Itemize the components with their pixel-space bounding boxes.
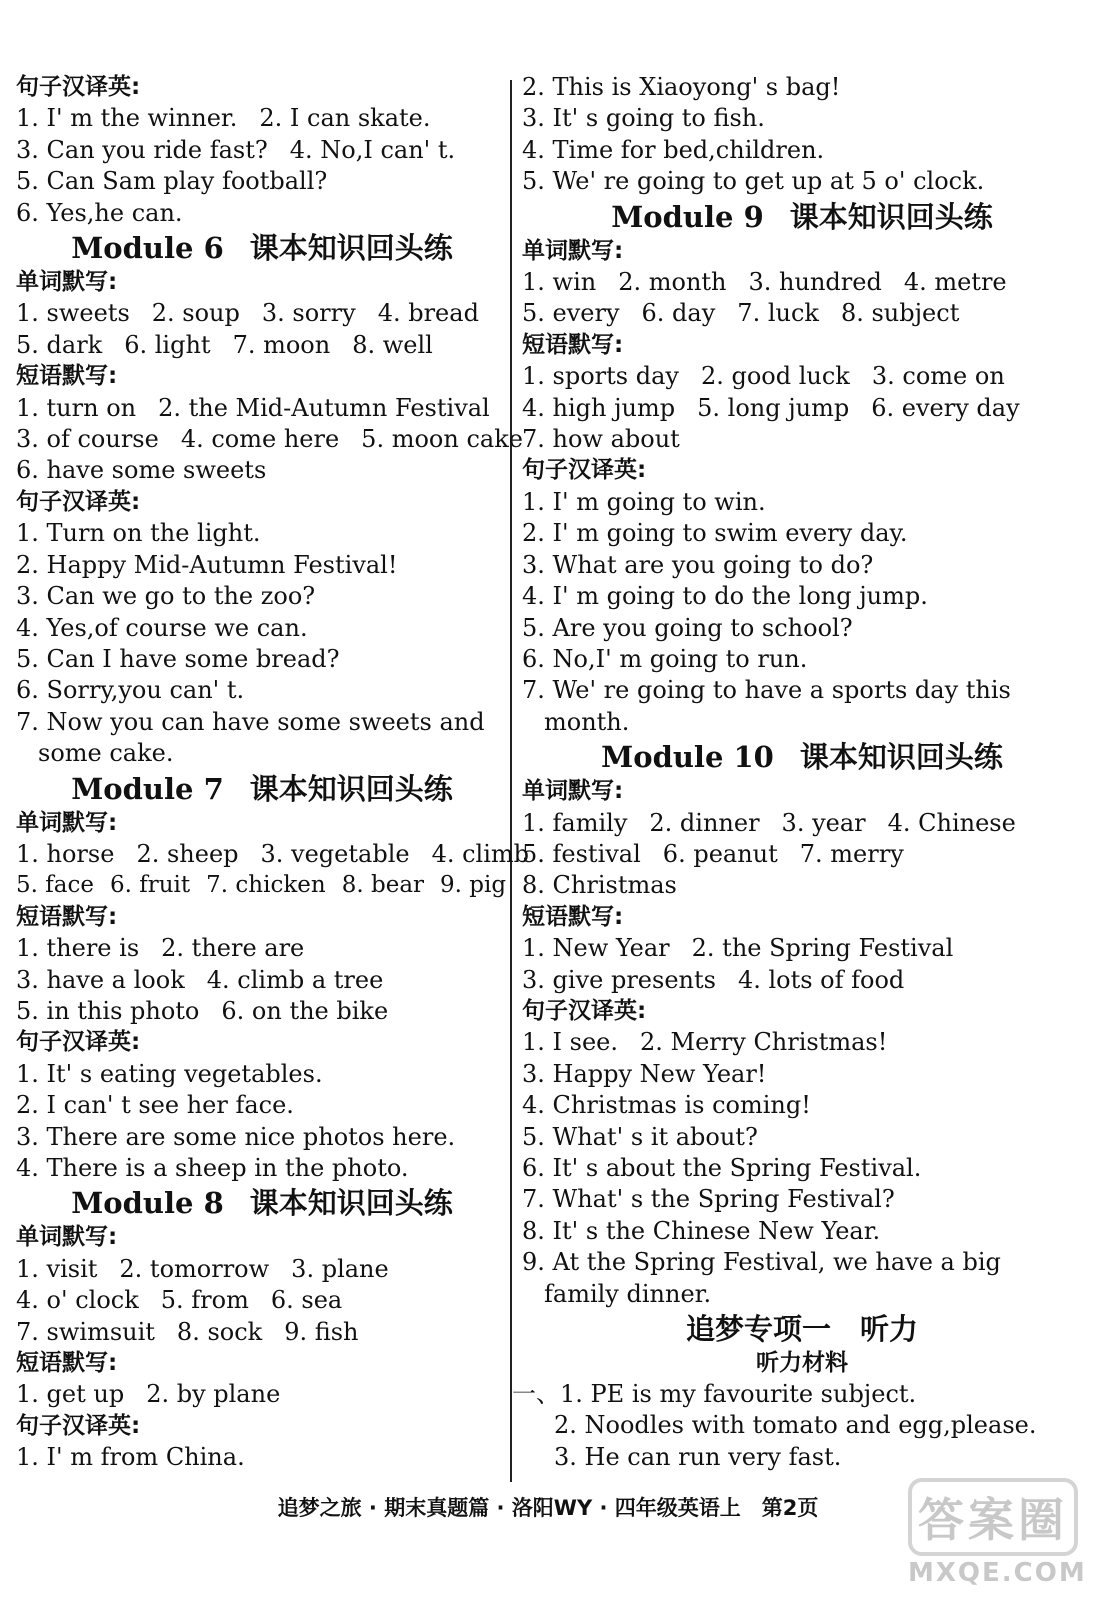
answer-line: 5. What' s it about? xyxy=(522,1122,758,1151)
answer-item: 6. light xyxy=(124,330,211,359)
answer-item: 5. long jump xyxy=(697,393,850,422)
answer-item: 8. bear xyxy=(341,872,425,899)
answer-line: 6. No,I' m going to run. xyxy=(522,644,808,673)
column-divider xyxy=(510,80,512,1482)
answer-item: 4. high jump xyxy=(522,393,676,422)
answer-item: 3. Can you ride fast? xyxy=(16,135,268,164)
section-label: 句子汉译英: xyxy=(16,1029,141,1056)
answer-line xyxy=(16,1317,508,1348)
section-label: 句子汉译英: xyxy=(522,997,647,1024)
answer-line: 6. It' s about the Spring Festival. xyxy=(522,1154,922,1182)
module-subtitle: 课本知识回头练 xyxy=(789,199,993,234)
answer-line: 2. This is Xiaoyong' s bag! xyxy=(522,73,841,101)
answer-item: 8. well xyxy=(352,330,433,359)
answer-item: 1. horse xyxy=(16,839,115,868)
answer-item: 2. month xyxy=(618,268,727,297)
answer-line xyxy=(16,393,508,424)
answer-item: 4. No,I can' t. xyxy=(289,135,456,164)
answer-item: 3. give presents xyxy=(522,965,716,994)
module-7-heading xyxy=(16,771,508,807)
answer-item: 2. soup xyxy=(151,299,240,328)
answer-item: 3. hundred xyxy=(748,268,882,297)
answer-item: 4. climb xyxy=(431,839,530,868)
answer-item: 6. day xyxy=(641,299,716,328)
answer-item: 2. Merry Christmas! xyxy=(640,1028,888,1057)
answer-line: 3. It' s going to fish. xyxy=(522,104,765,133)
module-title: Module 6 xyxy=(71,231,224,266)
answer-line: 2. I can' t see her face. xyxy=(16,1091,294,1120)
section-label: 单词默写: xyxy=(522,237,624,264)
answer-line: 4. I' m going to do the long jump. xyxy=(522,582,928,611)
answer-item: 4. metre xyxy=(903,268,1007,297)
answer-item: 7. merry xyxy=(799,839,904,868)
answer-line: 4. There is a sheep in the photo. xyxy=(16,1154,409,1182)
answer-line xyxy=(16,1254,508,1285)
module-10-heading xyxy=(522,739,1082,775)
answer-item: 7. moon xyxy=(232,330,331,359)
module-title: Module 10 xyxy=(601,740,774,775)
answer-line xyxy=(522,933,1082,964)
answer-line xyxy=(16,424,523,455)
answer-item: 1. get up xyxy=(16,1380,125,1409)
answer-item: 3. of course xyxy=(16,425,159,454)
answer-line xyxy=(16,135,508,166)
answer-line: month. xyxy=(544,707,630,736)
answer-item: 5. moon cake xyxy=(361,425,523,454)
answer-line xyxy=(16,1379,508,1410)
module-subtitle: 课本知识回头练 xyxy=(249,771,453,806)
answer-line: 4. Christmas is coming! xyxy=(522,1091,811,1120)
answer-item: 2. I can skate. xyxy=(259,104,431,133)
left-column xyxy=(16,72,530,1474)
answer-line: 4. Yes,of course we can. xyxy=(16,613,308,642)
answer-item: 5. every xyxy=(522,299,620,328)
answer-item: 3. year xyxy=(781,808,866,837)
section-label: 短语默写: xyxy=(16,903,118,930)
section-label: 单词默写: xyxy=(16,809,118,836)
section-label: 句子汉译英: xyxy=(16,1412,141,1439)
section-label: 单词默写: xyxy=(16,269,118,296)
answer-line: 1. I' m from China. xyxy=(16,1443,245,1472)
section-label: 短语默写: xyxy=(16,1350,118,1377)
answer-item: 2. by plane xyxy=(146,1380,281,1409)
answer-item: 1. family xyxy=(522,808,628,837)
answer-line xyxy=(16,933,508,964)
watermark-url: MXQE.COM xyxy=(908,1558,1087,1588)
section-label: 句子汉译英: xyxy=(16,488,141,515)
answer-item: 1. sweets xyxy=(16,299,130,328)
answer-line xyxy=(522,393,1082,424)
answer-item: 1. turn on xyxy=(16,393,137,422)
answer-item: 7. chicken xyxy=(206,872,326,899)
answer-item: 4. bread xyxy=(377,299,479,328)
section-label: 短语默写: xyxy=(522,903,624,930)
answer-item: 3. come on xyxy=(871,362,1005,391)
answer-item: 6. sea xyxy=(270,1286,343,1315)
answer-line: 5. Can Sam play football? xyxy=(16,167,328,196)
answer-line: 8. It' s the Chinese New Year. xyxy=(522,1216,881,1245)
answer-line xyxy=(16,330,508,361)
answer-line: 6. Yes,he can. xyxy=(16,198,183,227)
answer-item: 5. face xyxy=(16,872,94,899)
answer-item: 2. the Spring Festival xyxy=(691,934,954,963)
answer-line: 5. Are you going to school? xyxy=(522,613,853,642)
section-label: 单词默写: xyxy=(16,1224,118,1251)
answer-item: 3. vegetable xyxy=(260,839,410,868)
answer-item: 6. fruit xyxy=(109,872,191,899)
answer-line xyxy=(522,1027,1082,1058)
answer-item: 5. from xyxy=(160,1286,249,1315)
answer-item: 4. come here xyxy=(180,425,340,454)
answer-item: 2. sheep xyxy=(136,839,239,868)
answer-line: 7. What' s the Spring Festival? xyxy=(522,1185,895,1214)
answer-line: 4. Time for bed,children. xyxy=(522,135,825,164)
answer-item: 3. sorry xyxy=(261,299,356,328)
answer-item: 5. festival xyxy=(522,839,641,868)
answer-item: 9. pig xyxy=(440,872,507,899)
answer-item: 1. visit xyxy=(16,1254,98,1283)
answer-item: 3. plane xyxy=(291,1254,389,1283)
answer-line xyxy=(522,298,1082,329)
answer-item: 4. climb a tree xyxy=(206,965,384,994)
answer-line xyxy=(16,103,508,134)
watermark xyxy=(908,1478,1087,1590)
answer-line: 3. There are some nice photos here. xyxy=(16,1122,456,1151)
answer-line: 7. Now you can have some sweets and xyxy=(16,707,485,736)
section-label: 短语默写: xyxy=(522,331,624,358)
answer-line xyxy=(16,965,508,996)
answer-line: 6. Sorry,you can' t. xyxy=(16,676,245,705)
answer-item: 2. good luck xyxy=(700,362,850,391)
answer-item: 3. have a look xyxy=(16,965,185,994)
answer-line: 2. Happy Mid-Autumn Festival! xyxy=(16,550,398,579)
answer-line: 一、1. PE is my favourite subject. xyxy=(512,1380,917,1409)
answer-item: 4. o' clock xyxy=(16,1286,139,1315)
answer-line xyxy=(16,1285,508,1316)
answer-line: 3. Can we go to the zoo? xyxy=(16,582,316,611)
answer-line xyxy=(522,965,1082,996)
answer-line: 9. At the Spring Festival, we have a big xyxy=(522,1248,1001,1277)
listening-subheading: 听力材料 xyxy=(756,1350,848,1377)
answer-item: 2. there are xyxy=(161,934,305,963)
answer-line xyxy=(16,870,508,901)
answer-line: 2. Noodles with tomato and egg,please. xyxy=(554,1411,1037,1440)
right-column xyxy=(512,72,1082,1473)
answer-item: 2. tomorrow xyxy=(119,1254,270,1283)
answer-item: 1. New Year xyxy=(522,934,670,963)
module-subtitle: 课本知识回头练 xyxy=(799,740,1003,775)
answer-line xyxy=(16,298,508,329)
answer-line: 6. have some sweets xyxy=(16,456,267,485)
answer-item: 4. lots of food xyxy=(737,965,905,994)
answer-line: 1. Turn on the light. xyxy=(16,519,261,548)
answer-item: 9. fish xyxy=(284,1317,359,1346)
answer-line: 1. It' s eating vegetables. xyxy=(16,1059,323,1088)
answer-item: 8. subject xyxy=(840,299,960,328)
module-title: Module 9 xyxy=(611,199,764,234)
answer-item: 7. luck xyxy=(737,299,819,328)
module-9-heading xyxy=(522,199,1082,235)
answer-item: 6. peanut xyxy=(662,839,778,868)
answer-item: 1. I see. xyxy=(522,1028,618,1057)
section-label: 单词默写: xyxy=(522,778,624,805)
answer-line: 5. Can I have some bread? xyxy=(16,644,340,673)
module-subtitle: 课本知识回头练 xyxy=(249,231,453,266)
module-8-heading xyxy=(16,1185,508,1221)
answer-line: 7. how about xyxy=(522,425,680,454)
answer-item: 1. sports day xyxy=(522,362,679,391)
watermark-logo: 答案圈 xyxy=(908,1478,1078,1556)
answer-line: 3. Happy New Year! xyxy=(522,1059,767,1088)
answer-line: 5. We' re going to get up at 5 o' clock. xyxy=(522,167,985,196)
module-subtitle: 课本知识回头练 xyxy=(249,1186,453,1221)
answer-line xyxy=(522,361,1082,392)
answer-line xyxy=(522,839,1082,870)
module-6-heading xyxy=(16,230,508,266)
section-label: 短语默写: xyxy=(16,363,118,390)
answer-item: 5. in this photo xyxy=(16,996,200,1025)
answer-line: some cake. xyxy=(38,739,174,768)
answer-item: 6. on the bike xyxy=(221,996,389,1025)
answer-item: 6. every day xyxy=(871,393,1020,422)
answer-line: 2. I' m going to swim every day. xyxy=(522,519,908,548)
answer-item: 1. win xyxy=(522,268,597,297)
answer-item: 1. there is xyxy=(16,934,140,963)
answer-item: 5. dark xyxy=(16,330,103,359)
answer-line: 7. We' re going to have a sports day this xyxy=(522,676,1011,705)
answer-item: 1. I' m the winner. xyxy=(16,104,238,133)
answer-line xyxy=(522,267,1082,298)
answer-item: 4. Chinese xyxy=(887,808,1016,837)
answer-line xyxy=(16,839,530,870)
module-title: Module 7 xyxy=(71,771,224,806)
answer-line: 3. What are you going to do? xyxy=(522,550,874,579)
answer-item: 7. swimsuit xyxy=(16,1317,155,1346)
section-label: 句子汉译英: xyxy=(522,457,647,484)
section-label: 句子汉译英: xyxy=(16,74,141,100)
answer-line: 3. He can run very fast. xyxy=(554,1442,842,1471)
answer-line: 1. I' m going to win. xyxy=(522,487,766,516)
listening-heading: 追梦专项一 听力 xyxy=(685,1312,918,1347)
answer-item: 8. sock xyxy=(176,1317,263,1346)
answer-line: family dinner. xyxy=(544,1279,712,1308)
answer-line xyxy=(522,808,1082,839)
answer-line xyxy=(16,996,508,1027)
module-title: Module 8 xyxy=(71,1186,224,1221)
answer-item: 2. the Mid-Autumn Festival xyxy=(158,393,490,422)
answer-item: 2. dinner xyxy=(649,808,760,837)
page-footer: 追梦之旅 · 期末真题篇 · 洛阳WY · 四年级英语上 第2页 xyxy=(277,1496,819,1520)
answer-line: 8. Christmas xyxy=(522,871,677,900)
